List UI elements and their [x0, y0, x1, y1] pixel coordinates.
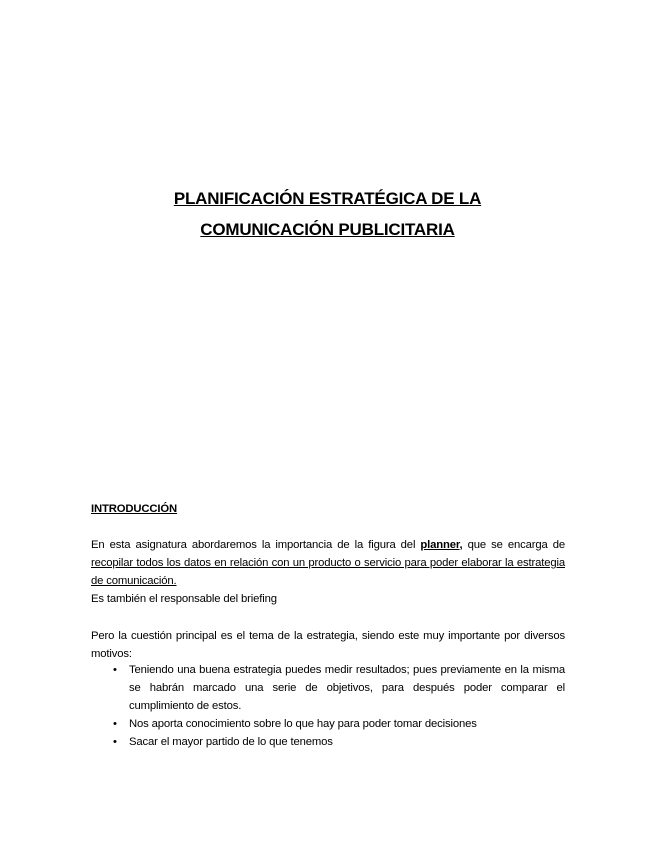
section-heading-introduccion: INTRODUCCIÓN	[91, 503, 178, 515]
strategy-paragraph: Pero la cuestión principal es el tema de la estrategia, siendo este muy importante por diversos motivos:	[91, 630, 565, 660]
bullet-icon: •	[113, 664, 117, 676]
list-item	[91, 733, 565, 751]
bullet-icon: •	[113, 736, 117, 748]
briefing-line: Es también el responsable del briefing	[91, 593, 277, 605]
list-item	[91, 715, 565, 733]
reasons-list	[91, 661, 565, 751]
list-item-text: Sacar el mayor partido de lo que tenemos	[129, 736, 333, 748]
list-item-text: Teniendo una buena estrategia puedes medir resultados; pues previamente en la misma se habrán marcado una serie de objetivos, para después poder comparar el cumplimiento de estos.	[129, 664, 565, 712]
intro-paragraph	[91, 536, 565, 608]
list-item	[91, 661, 565, 715]
list-item-text: Nos aporta conocimiento sobre lo que hay para poder tomar decisiones	[129, 718, 477, 730]
bullet-icon: •	[113, 718, 117, 730]
intro-underlined-text: recopilar todos los datos en relación con un producto o servicio para poder elaborar la estrategia de comunicación.	[91, 557, 565, 587]
intro-text-after-planner: que se encarga de	[462, 539, 565, 551]
title-line-2: COMUNICACIÓN PUBLICITARIA	[200, 220, 455, 239]
title-line-1: PLANIFICACIÓN ESTRATÉGICA DE LA	[173, 189, 482, 208]
intro-text-before: En esta asignatura abordaremos la importancia de la figura del	[91, 539, 421, 551]
document-title	[0, 183, 655, 245]
planner-term: planner,	[420, 539, 463, 551]
